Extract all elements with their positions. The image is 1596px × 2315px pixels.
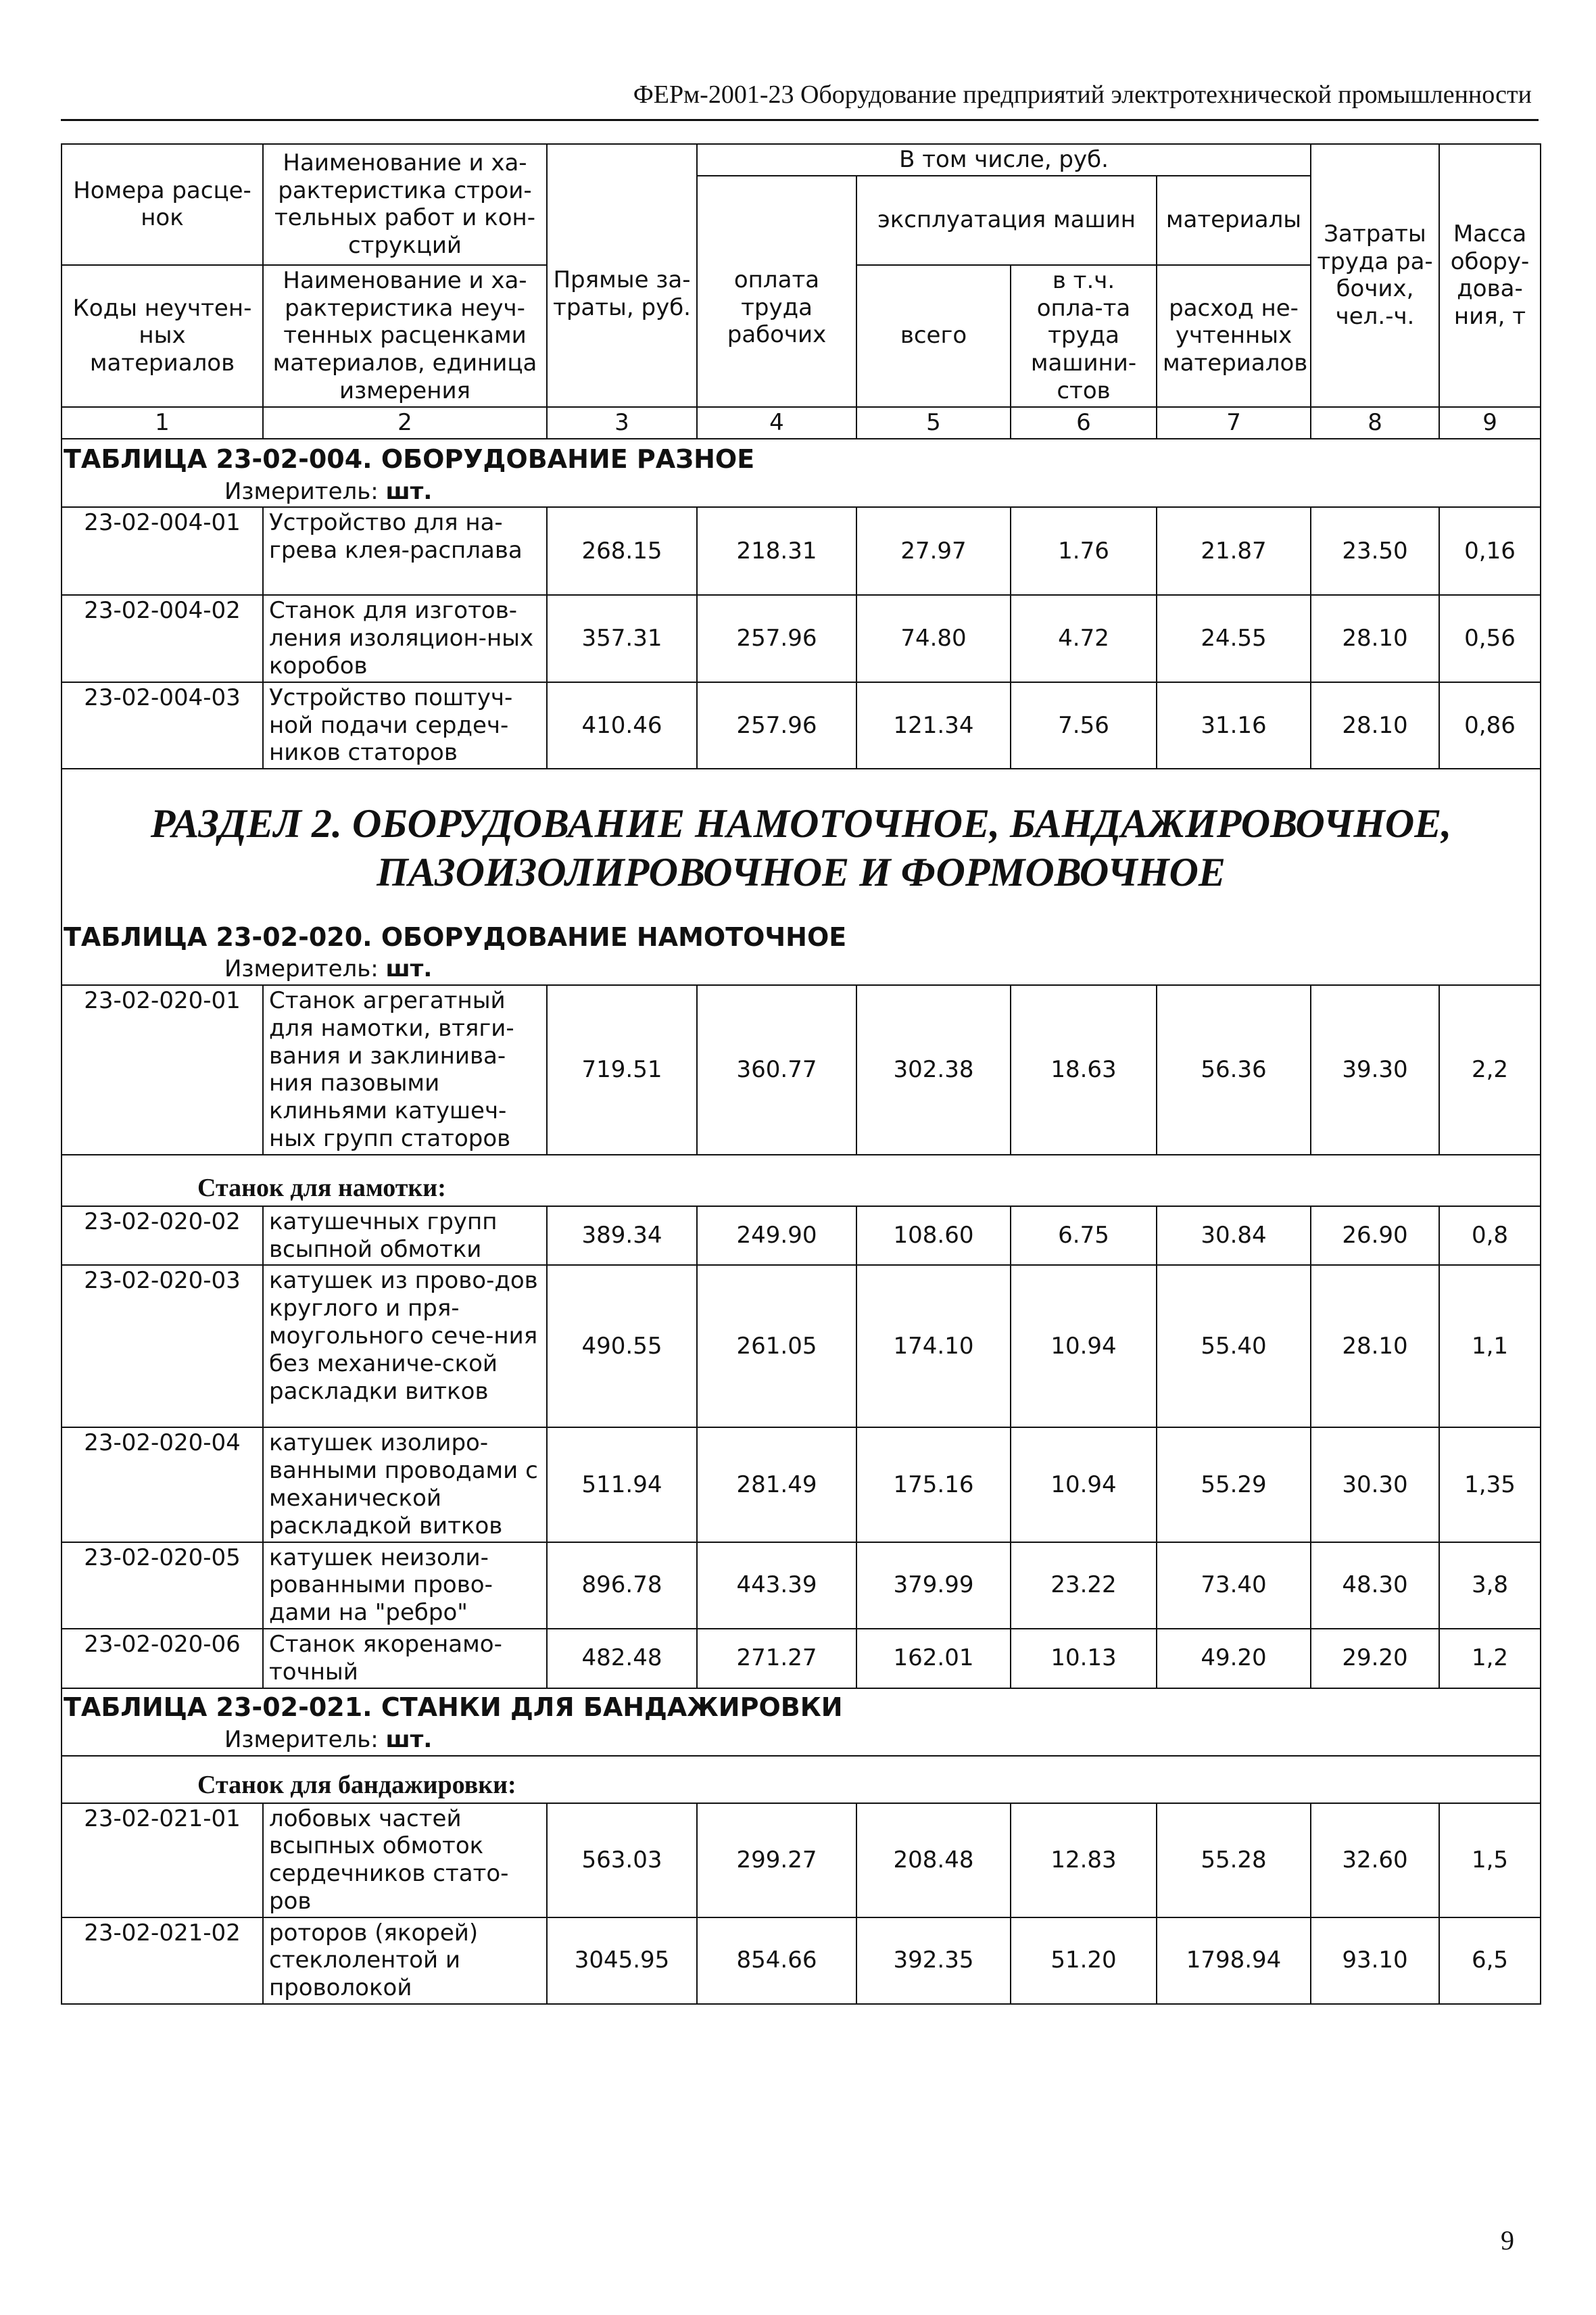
machines-total-value: 162.01 [856, 1629, 1011, 1688]
header-unaccounted-materials: расход не-учтенных материалов [1157, 265, 1311, 407]
meter-label: Измеритель: [224, 955, 379, 983]
col-number: 2 [263, 407, 547, 439]
table-004-title: ТАБЛИЦА 23-02-004. ОБОРУДОВАНИЕ РАЗНОЕ [64, 444, 755, 474]
materials-value: 31.16 [1157, 682, 1311, 769]
header-materials: материалы [1157, 176, 1311, 265]
operator-wages-value: 10.94 [1011, 1265, 1157, 1427]
header-machines-total: всего [856, 265, 1011, 407]
wages-value: 261.05 [697, 1265, 856, 1427]
direct-costs-value: 3045.95 [547, 1917, 697, 2004]
meter-unit: шт. [385, 477, 433, 505]
materials-value: 73.40 [1157, 1542, 1311, 1629]
operator-wages-value: 51.20 [1011, 1917, 1157, 2004]
rates-table [61, 143, 1541, 2005]
meter-row [62, 954, 1541, 985]
materials-value: 1798.94 [1157, 1917, 1311, 2004]
col-number: 9 [1439, 407, 1541, 439]
machines-total-value: 174.10 [856, 1265, 1011, 1427]
direct-costs-value: 719.51 [547, 985, 697, 1155]
header-material-codes: Коды неучтен-ных материалов [62, 265, 263, 407]
mass-value: 0,8 [1439, 1206, 1541, 1266]
header-rule [61, 119, 1539, 121]
machines-total-value: 74.80 [856, 595, 1011, 682]
meter-label: Измеритель: [224, 477, 379, 505]
direct-costs-value: 410.46 [547, 682, 697, 769]
wages-value: 249.90 [697, 1206, 856, 1266]
materials-value: 55.29 [1157, 1427, 1311, 1542]
page-header: ФЕРм-2001-23 Оборудование предприятий электротехнической промышленности [633, 80, 1532, 109]
table-020-body [62, 1206, 1541, 1688]
wages-value: 257.96 [697, 595, 856, 682]
operator-wages-value: 23.22 [1011, 1542, 1157, 1629]
wages-value: 218.31 [697, 507, 856, 595]
mass-value: 1,1 [1439, 1265, 1541, 1427]
rate-name: роторов (якорей) стеклолентой и проволокой [263, 1917, 547, 2004]
labor-costs-value: 30.30 [1311, 1427, 1439, 1542]
labor-costs-value: 32.60 [1311, 1803, 1439, 1917]
header-operator-wages: в т.ч. опла-та труда машини-стов [1011, 265, 1157, 407]
operator-wages-value: 7.56 [1011, 682, 1157, 769]
operator-wages-value: 1.76 [1011, 507, 1157, 595]
operator-wages-value: 18.63 [1011, 985, 1157, 1155]
header-labor-costs: Затраты труда ра-бочих, чел.-ч. [1311, 144, 1439, 407]
header-including: В том числе, руб. [697, 144, 1311, 176]
subheading-row [62, 1155, 1541, 1206]
meter-unit: шт. [385, 955, 433, 983]
labor-costs-value: 29.20 [1311, 1629, 1439, 1688]
wages-value: 271.27 [697, 1629, 856, 1688]
rate-name: катушек из прово-дов круглого и пря-моугольного сече-ния без механиче-ской раскладки витков [263, 1265, 547, 1427]
rate-name: лобовых частей всыпных обмоток сердечников стато-ров [263, 1803, 547, 1917]
table-row [62, 507, 1541, 595]
mass-value: 1,2 [1439, 1629, 1541, 1688]
operator-wages-value: 10.13 [1011, 1629, 1157, 1688]
machines-total-value: 379.99 [856, 1542, 1011, 1629]
mass-value: 1,5 [1439, 1803, 1541, 1917]
banding-machine-subheading: Станок для бандажировки: [197, 1770, 516, 1799]
direct-costs-value: 896.78 [547, 1542, 697, 1629]
rate-code: 23-02-021-02 [62, 1917, 263, 2004]
machines-total-value: 27.97 [856, 507, 1011, 595]
table-title [62, 439, 1541, 477]
rate-name: Станок якоренамо-точный [263, 1629, 547, 1688]
mass-value: 6,5 [1439, 1917, 1541, 2004]
rate-code: 23-02-004-01 [62, 507, 263, 595]
header-machine-operation: эксплуатация машин [856, 176, 1157, 265]
rate-name: катушек изолиро-ванными проводами с механической раскладкой витков [263, 1427, 547, 1542]
direct-costs-value: 511.94 [547, 1427, 697, 1542]
col-number: 6 [1011, 407, 1157, 439]
rate-code: 23-02-020-03 [62, 1265, 263, 1427]
rate-code: 23-02-004-03 [62, 682, 263, 769]
header-wages: оплата труда рабочих [697, 265, 856, 407]
col-number: 3 [547, 407, 697, 439]
labor-costs-value: 23.50 [1311, 507, 1439, 595]
table-row [62, 1542, 1541, 1629]
table-021-body [62, 1803, 1541, 2005]
col-number: 4 [697, 407, 856, 439]
wages-value: 299.27 [697, 1803, 856, 1917]
header-direct-costs-top [547, 144, 697, 265]
direct-costs-value: 563.03 [547, 1803, 697, 1917]
table-title [62, 917, 1541, 954]
table-row [62, 1427, 1541, 1542]
materials-value: 24.55 [1157, 595, 1311, 682]
direct-costs-value: 482.48 [547, 1629, 697, 1688]
wages-value: 854.66 [697, 1917, 856, 2004]
header-equipment-mass: Масса обору-дова-ния, т [1439, 144, 1541, 407]
meter-label: Измеритель: [224, 1725, 379, 1753]
rate-code: 23-02-020-05 [62, 1542, 263, 1629]
wages-value: 360.77 [697, 985, 856, 1155]
rate-code: 23-02-004-02 [62, 595, 263, 682]
machines-total-value: 121.34 [856, 682, 1011, 769]
mass-value: 0,16 [1439, 507, 1541, 595]
labor-costs-value: 48.30 [1311, 1542, 1439, 1629]
meter-unit: шт. [385, 1725, 433, 1753]
table-row [62, 985, 1541, 1155]
machines-total-value: 302.38 [856, 985, 1011, 1155]
table-row [62, 1917, 1541, 2004]
operator-wages-value: 6.75 [1011, 1206, 1157, 1266]
rate-name: катушечных групп всыпной обмотки [263, 1206, 547, 1266]
mass-value: 0,56 [1439, 595, 1541, 682]
wages-value: 257.96 [697, 682, 856, 769]
rate-name: Станок агрегатный для намотки, втяги-вания и заклинива-ния пазовыми клиньями катушеч-ных групп статоров [263, 985, 547, 1155]
section-2-title [62, 769, 1541, 917]
operator-wages-value: 12.83 [1011, 1803, 1157, 1917]
mass-value: 1,35 [1439, 1427, 1541, 1542]
table-004-body [62, 507, 1541, 769]
table-row [62, 595, 1541, 682]
labor-costs-value: 93.10 [1311, 1917, 1439, 2004]
mass-value: 2,2 [1439, 985, 1541, 1155]
rate-name: Устройство поштуч-ной подачи сердеч-ников статоров [263, 682, 547, 769]
mass-value: 3,8 [1439, 1542, 1541, 1629]
direct-costs-value: 389.34 [547, 1206, 697, 1266]
rate-name: катушек неизоли-рованными прово-дами на "ребро" [263, 1542, 547, 1629]
table-row [62, 1803, 1541, 1917]
rate-name: Устройство для на-грева клея-расплава [263, 507, 547, 595]
section-title-line-1: РАЗДЕЛ 2. ОБОРУДОВАНИЕ НАМОТОЧНОЕ, БАНДАЖИРОВОЧНОЕ, [150, 801, 1452, 846]
header-direct-costs: Прямые за-траты, руб. [547, 265, 697, 407]
table-row [62, 1629, 1541, 1688]
col-number: 8 [1311, 407, 1439, 439]
rate-code: 23-02-020-02 [62, 1206, 263, 1266]
col-number: 5 [856, 407, 1011, 439]
labor-costs-value: 28.10 [1311, 682, 1439, 769]
table-row [62, 1265, 1541, 1427]
table-row [62, 1206, 1541, 1266]
header-material-name: Наименование и ха-рактеристика неуч-тенных расценками материалов, единица измерения [263, 265, 547, 407]
materials-value: 30.84 [1157, 1206, 1311, 1266]
table-021-title: ТАБЛИЦА 23-02-021. СТАНКИ ДЛЯ БАНДАЖИРОВКИ [64, 1692, 843, 1722]
machines-total-value: 392.35 [856, 1917, 1011, 2004]
materials-value: 55.40 [1157, 1265, 1311, 1427]
meter-row [62, 477, 1541, 508]
mass-value: 0,86 [1439, 682, 1541, 769]
direct-costs-value: 490.55 [547, 1265, 697, 1427]
col-number: 7 [1157, 407, 1311, 439]
winding-machine-subheading: Станок для намотки: [197, 1174, 446, 1203]
operator-wages-value: 10.94 [1011, 1427, 1157, 1542]
labor-costs-value: 39.30 [1311, 985, 1439, 1155]
wages-value: 443.39 [697, 1542, 856, 1629]
machines-total-value: 108.60 [856, 1206, 1011, 1266]
section-title-line-2: ПАЗОИЗОЛИРОВОЧНОЕ И ФОРМОВОЧНОЕ [377, 850, 1226, 895]
table-row [62, 682, 1541, 769]
wages-value: 281.49 [697, 1427, 856, 1542]
page-number: 9 [1501, 2225, 1514, 2256]
machines-total-value: 208.48 [856, 1803, 1011, 1917]
rate-code: 23-02-020-01 [62, 985, 263, 1155]
labor-costs-value: 28.10 [1311, 1265, 1439, 1427]
rate-code: 23-02-020-04 [62, 1427, 263, 1542]
direct-costs-value: 357.31 [547, 595, 697, 682]
labor-costs-value: 26.90 [1311, 1206, 1439, 1266]
header-rate-numbers: Номера расце-нок [62, 144, 263, 265]
rate-code: 23-02-021-01 [62, 1803, 263, 1917]
materials-value: 21.87 [1157, 507, 1311, 595]
table-020-first-row [62, 985, 1541, 1155]
subheading-row [62, 1756, 1541, 1803]
meter-row [62, 1725, 1541, 1756]
header-work-name: Наименование и ха-рактеристика строи-тельных работ и кон-струкций [263, 144, 547, 265]
materials-value: 56.36 [1157, 985, 1311, 1155]
col-number: 1 [62, 407, 263, 439]
column-numbers-row [62, 407, 1541, 439]
table-020-title: ТАБЛИЦА 23-02-020. ОБОРУДОВАНИЕ НАМОТОЧНОЕ [64, 922, 847, 952]
materials-value: 49.20 [1157, 1629, 1311, 1688]
header-wage-top [697, 176, 856, 265]
operator-wages-value: 4.72 [1011, 595, 1157, 682]
rate-code: 23-02-020-06 [62, 1629, 263, 1688]
rate-name: Станок для изготов-ления изоляцион-ных коробов [263, 595, 547, 682]
materials-value: 55.28 [1157, 1803, 1311, 1917]
direct-costs-value: 268.15 [547, 507, 697, 595]
labor-costs-value: 28.10 [1311, 595, 1439, 682]
machines-total-value: 175.16 [856, 1427, 1011, 1542]
table-title [62, 1688, 1541, 1725]
